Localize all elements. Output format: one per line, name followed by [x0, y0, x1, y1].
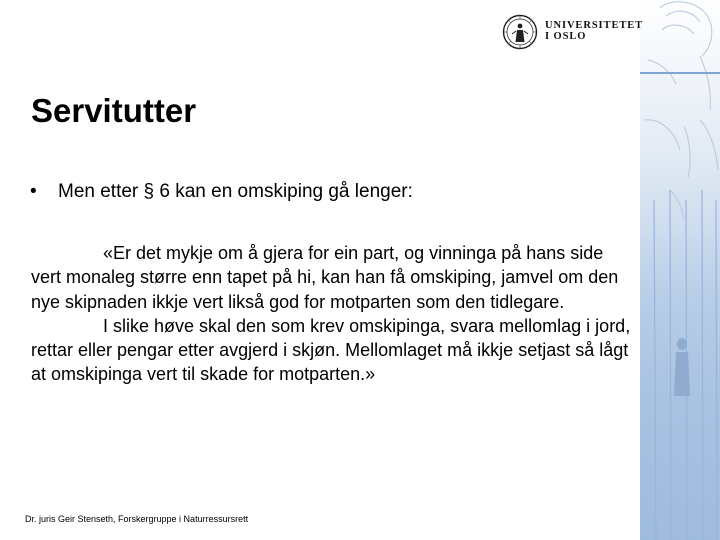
university-seal-icon	[502, 14, 538, 50]
bullet-text: Men etter § 6 kan en omskiping gå lenger:	[58, 181, 413, 202]
university-name-line-1: UNIVERSITETET	[545, 20, 644, 31]
footer-author: Dr. juris Geir Stenseth, Forskergruppe i Naturressursrett	[25, 514, 249, 524]
law-quote	[31, 241, 631, 387]
decorative-side-panel	[640, 0, 720, 540]
quote-paragraph-2: I slike høve skal den som krev omskipinga, svara mellomlag i jord, rettar eller pengar etter avgjerd i skjøn. Mellomlaget må ikkje setjast så lågt at omskipinga vert til skade for motparten.»	[31, 315, 631, 385]
university-logo	[502, 14, 642, 50]
quote-paragraph-1: «Er det mykje om å gjera for ein part, og vinninga på hans side vert monaleg større enn tapet på hi, kan han få omskiping, jamvel om den nye skipnaden ikkje vert likså god for motparten som den tidlegare.	[31, 243, 619, 312]
slide-title: Servitutter	[31, 92, 197, 129]
apollo-relief-illustration	[640, 0, 720, 540]
university-name-line-2: I OSLO	[545, 31, 587, 42]
bullet-marker: •	[30, 181, 37, 202]
bullet-point	[30, 180, 630, 204]
university-wordmark	[545, 20, 643, 42]
